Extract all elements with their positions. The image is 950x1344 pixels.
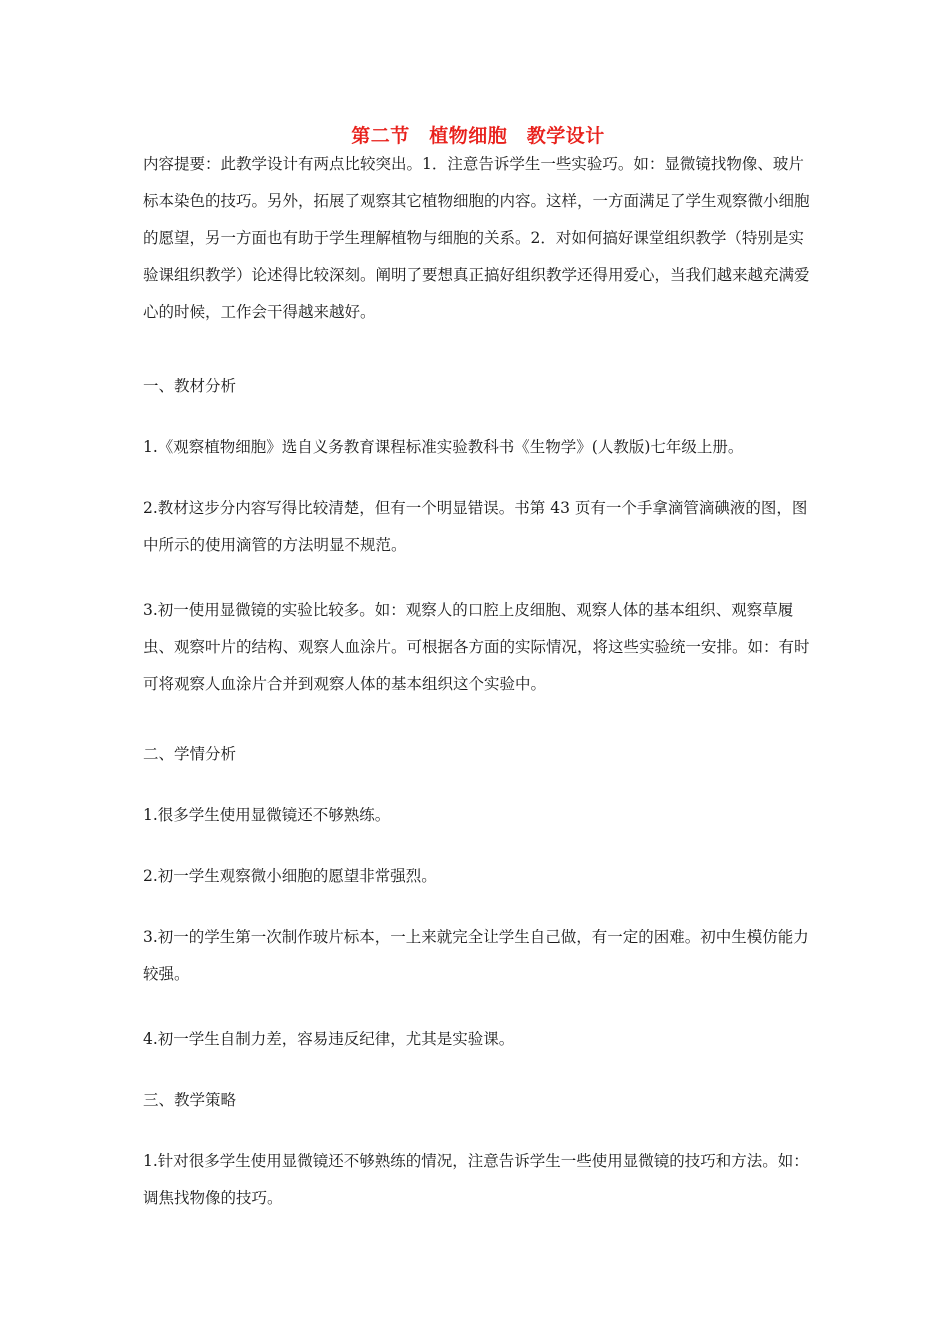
section-heading: 二、学情分析 [143, 745, 237, 763]
materials-item-1 [143, 429, 811, 466]
list-item: 2.初一学生观察微小细胞的愿望非常强烈。 [143, 867, 437, 885]
list-item: 1.针对很多学生使用显微镜还不够熟练的情况，注意告诉学生一些使用显微镜的技巧和方法。如：调焦找物像的技巧。 [143, 1152, 809, 1207]
section-heading: 三、教学策略 [143, 1091, 237, 1109]
section-heading-strategy [143, 1082, 811, 1119]
list-item: 3.初一的学生第一次制作玻片标本，一上来就完全让学生自己做，有一定的困难。初中生模仿能力较强。 [143, 928, 809, 983]
list-item: 4.初一学生自制力差，容易违反纪律，尤其是实验课。 [143, 1030, 515, 1048]
section-heading-materials [143, 368, 811, 405]
list-item: 3.初一使用显微镜的实验比较多。如：观察人的口腔上皮细胞、观察人体的基本组织、观察草履虫、观察叶片的结构、观察人血涂片。可根据各方面的实际情况，将这些实验统一安排。如：有时可将观察人血涂片合并到观察人体的基本组织这个实验中。 [143, 601, 810, 693]
section-heading: 一、教材分析 [143, 377, 237, 395]
list-item: 1.《观察植物细胞》选自义务教育课程标准实验教科书《生物学》(人教版)七年级上册。 [143, 438, 744, 456]
summary-block [143, 146, 811, 331]
students-item-3 [143, 919, 811, 993]
students-item-2 [143, 858, 811, 895]
list-item: 1.很多学生使用显微镜还不够熟练。 [143, 806, 391, 824]
document-title: 第二节 植物细胞 教学设计 [351, 125, 605, 147]
materials-item-3 [143, 592, 811, 703]
list-item: 2.教材这步分内容写得比较清楚，但有一个明显错误。书第 43 页有一个手拿滴管滴碘液的图，图中所示的使用滴管的方法明显不规范。 [143, 499, 808, 554]
section-heading-students [143, 736, 811, 773]
students-item-1 [143, 797, 811, 834]
summary-paragraph: 内容提要：此教学设计有两点比较突出。1．注意告诉学生一些实验巧。如：显微镜找物像、玻片标本染色的技巧。另外，拓展了观察其它植物细胞的内容。这样，一方面满足了学生观察微小细胞的愿望，另一方面也有助于学生理解植物与细胞的关系。2．对如何搞好课堂组织教学（特别是实验课组织教学）论述得比较深刻。阐明了要想真正搞好组织教学还得用爱心，当我们越来越充满爱心的时候，工作会干得越来越好。 [143, 155, 810, 321]
materials-item-2 [143, 490, 811, 564]
strategy-item-1 [143, 1143, 811, 1217]
students-item-4 [143, 1021, 811, 1058]
